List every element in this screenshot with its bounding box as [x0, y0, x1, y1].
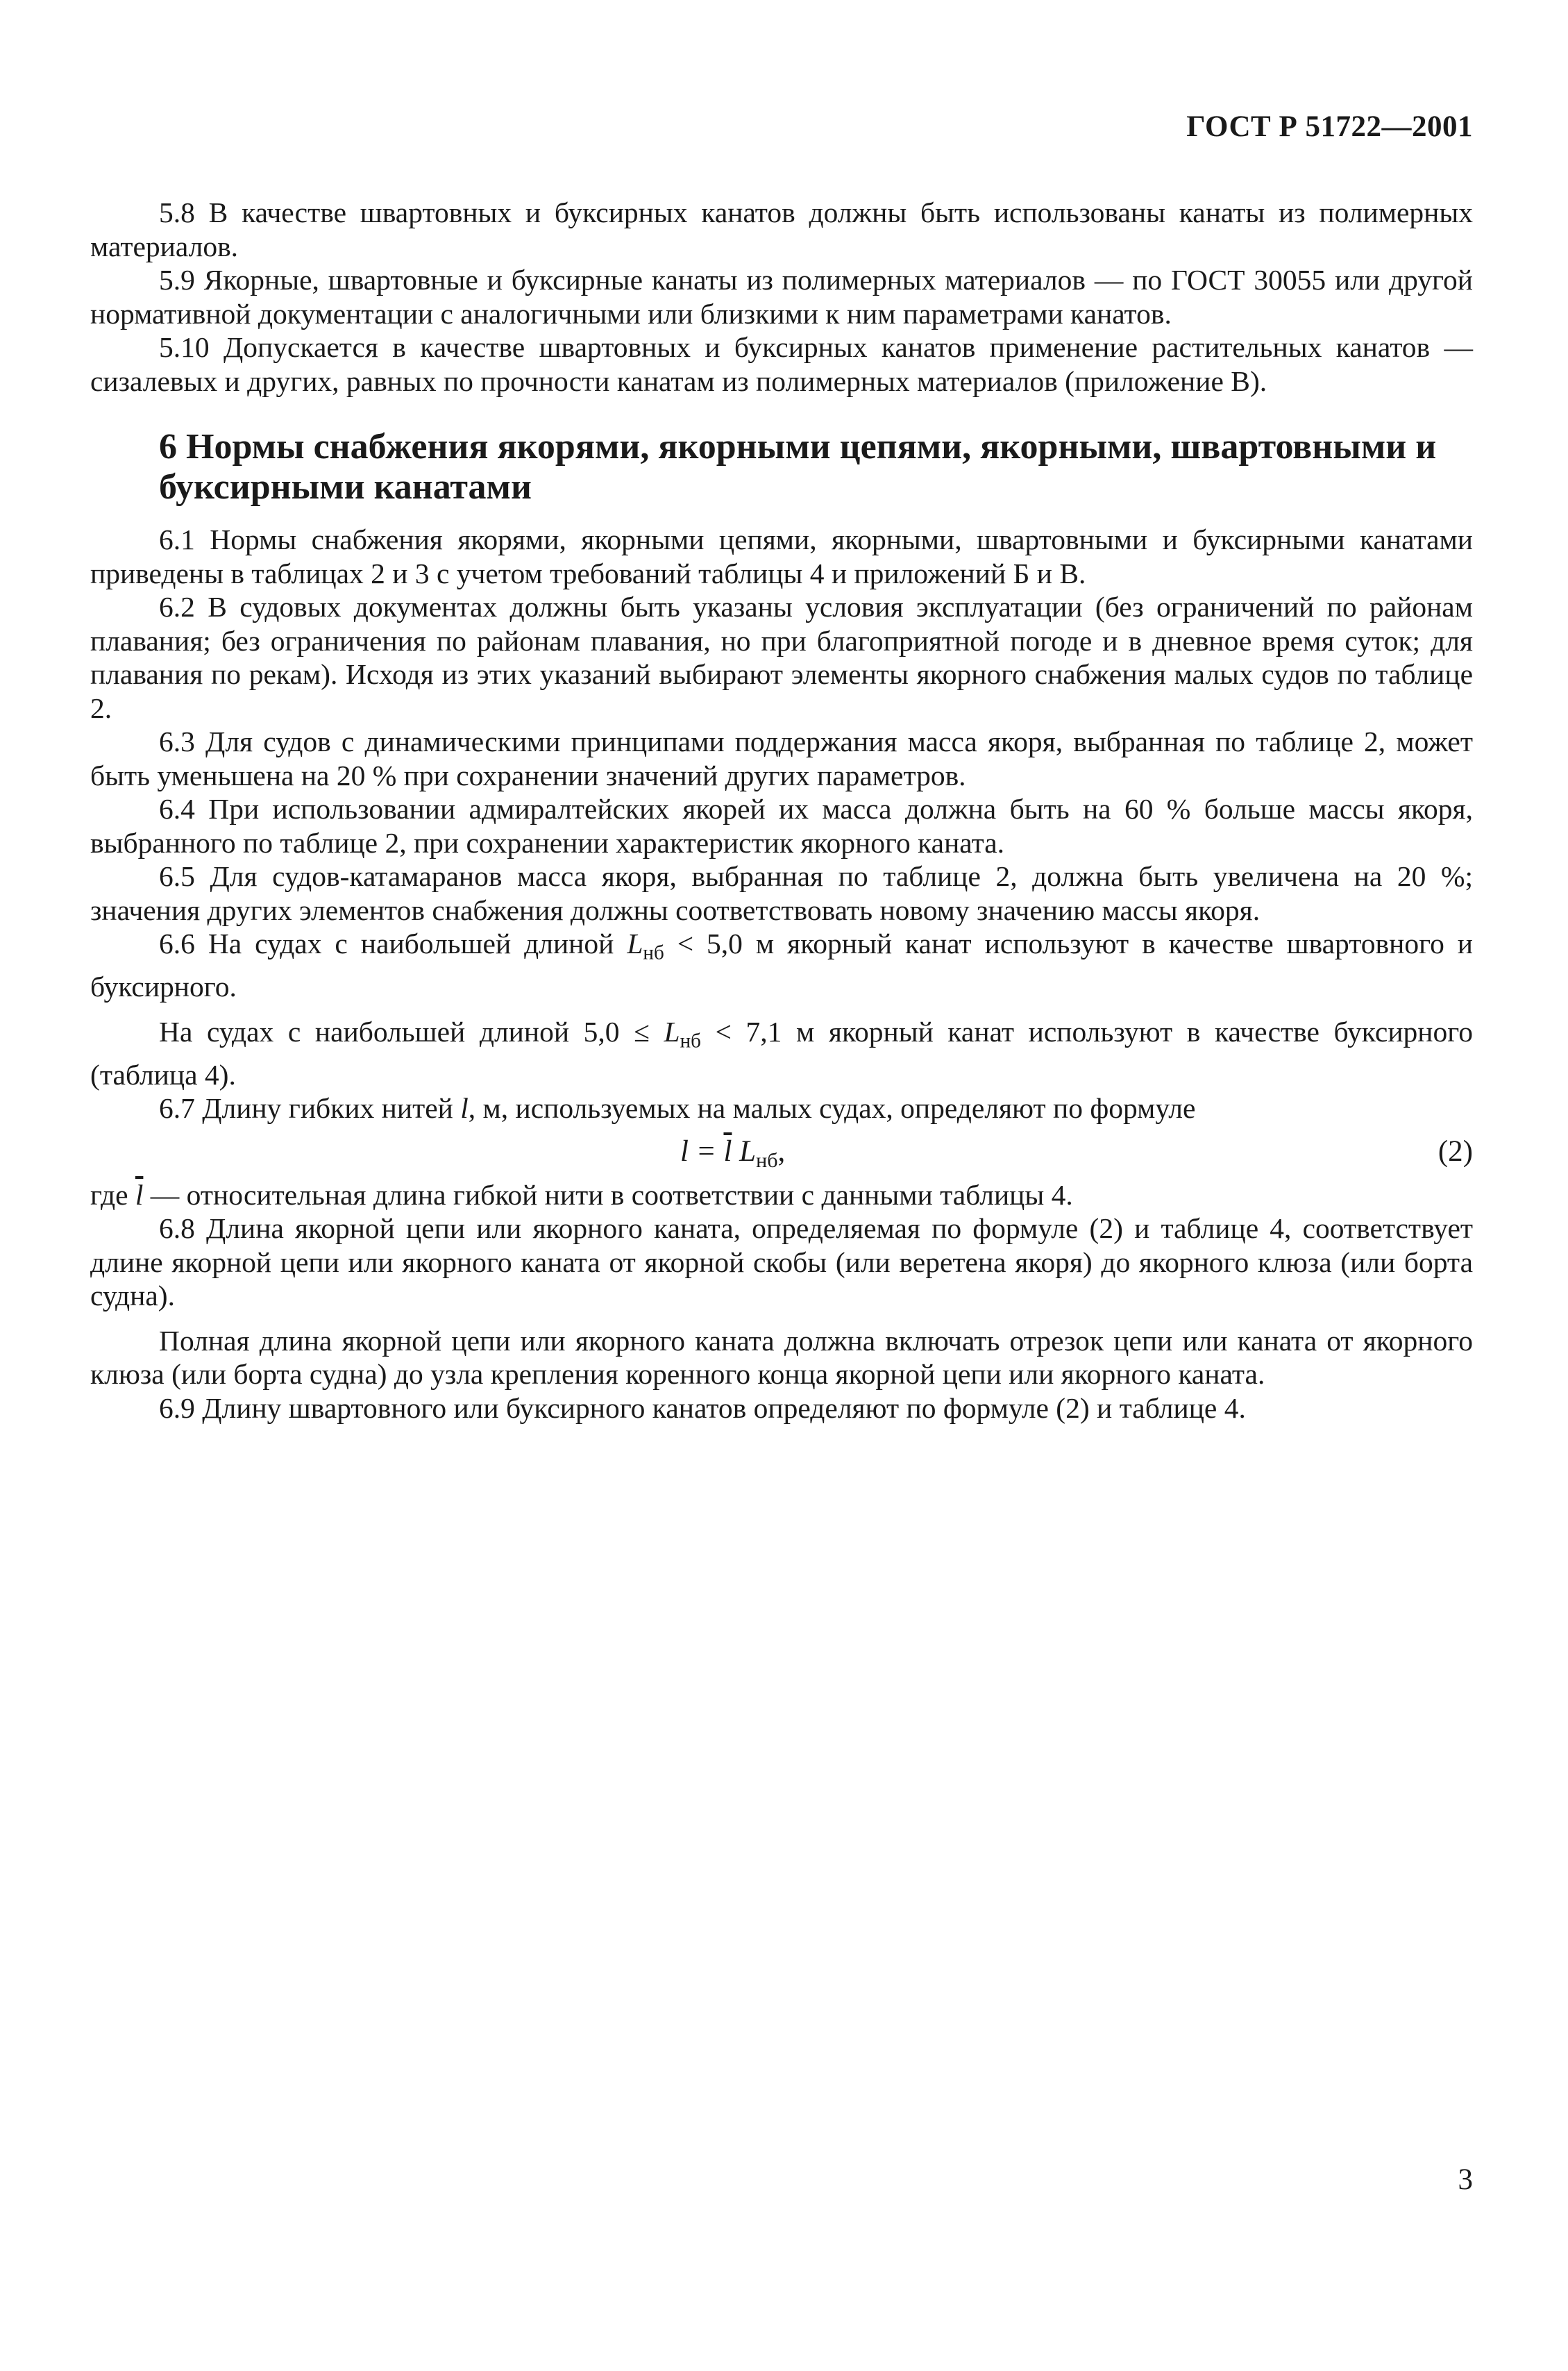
formula-L: L [732, 1134, 757, 1168]
page-number: 3 [1458, 2163, 1473, 2196]
document-code-header: ГОСТ Р 51722—2001 [1186, 110, 1473, 143]
paragraph-6-6-second [90, 1015, 1473, 1092]
paragraph-6-9: 6.9 Длину швартовного или буксирного канатов определяют по формуле (2) и таблице 4. [159, 1391, 1246, 1424]
paragraph-6-4: 6.4 При использовании адмиралтейских якорей их масса должна быть на 60 % больше массы якоря, выбранного по таблице 2, при сохранении характеристик якорного каната. [90, 793, 1473, 859]
paragraph-6-7-end: , м, используемых на малых судах, определяют по формуле [468, 1092, 1196, 1125]
symbol-L: L [627, 928, 643, 960]
formula-relative-length: $\overline{l}$ [723, 1134, 732, 1168]
paragraph-6-6-second-end: < 7,1 м якорный канат используют в качестве буксирного (таблица 4). [90, 1015, 1473, 1091]
section-6-heading: 6 Нормы снабжения якорями, якорными цепями, якорными, швартовными и буксирными канатами [159, 427, 1437, 507]
paragraph-6-6-end: < 5,0 м якорный канат используют в качестве швартовного и буксирного. [90, 928, 1473, 1003]
paragraph-5-10: 5.10 Допускается в качестве швартовных и буксирных канатов применение растительных канатов — сизалевых и других, равных по прочности канатам из полимерных материалов (приложение В). [90, 331, 1473, 397]
paragraph-5-9: 5.9 Якорные, швартовные и буксирные канаты из полимерных материалов — по ГОСТ 30055 или другой нормативной документации с аналогичными или близкими к ним параметрами канатов. [90, 264, 1473, 330]
formula-explanation [90, 1178, 1473, 1212]
paragraph-6-1: 6.1 Нормы снабжения якорями, якорными цепями, якорными, швартовными и буксирными канатами приведены в таблицах 2 и 3 с учетом требований таблицы 4 и приложений Б и В. [90, 523, 1473, 589]
symbol-l-bar: $\overline{l}$ [135, 1178, 144, 1211]
paragraph-6-5: 6.5 Для судов-катамаранов масса якоря, выбранная по таблице 2, должна быть увеличена на 20 %; значения других элементов снабжения должны соответствовать новому значению массы якоря. [90, 860, 1473, 926]
formula-number: (2) [1438, 1134, 1473, 1168]
document-body [90, 196, 1473, 1425]
formula-explanation-start: где [90, 1178, 135, 1211]
formula-lhs: l = [680, 1134, 724, 1168]
symbol-nb: нб [680, 1030, 701, 1053]
symbol-l: l [460, 1092, 469, 1125]
paragraph-6-6 [90, 927, 1473, 1004]
paragraph-6-2: 6.2 В судовых документах должны быть указаны условия эксплуатации (без ограничений по районам плавания; без ограничения по районам плавания, но при благоприятной погоде и в дневное время суток; для плавания по рекам). Исходя из этих указаний выбирают элементы якорного снабжения малых судов по таблице 2. [90, 591, 1473, 724]
paragraph-6-8-second: Полная длина якорной цепи или якорного каната должна включать отрезок цепи или каната от якорного клюза (или борта судна) до узла крепления коренного конца якорной цепи или якорного каната. [90, 1324, 1473, 1391]
paragraph-5-8: 5.8 В качестве швартовных и буксирных канатов должны быть использованы канаты из полимерных материалов. [90, 196, 1473, 262]
formula-comma: , [777, 1134, 786, 1168]
symbol-nb: нб [643, 941, 664, 964]
paragraph-6-6-start: 6.6 На судах с наибольшей длиной [159, 928, 627, 960]
paragraph-6-7 [90, 1091, 1473, 1125]
paragraph-6-8: 6.8 Длина якорной цепи или якорного каната, определяемая по формуле (2) и таблице 4, соответствует длине якорной цепи или якорного каната от якорной скобы (или веретена якоря) до якорного клюза (или борта судна). [90, 1212, 1473, 1312]
symbol-L: L [664, 1015, 680, 1048]
paragraph-6-6-second-start: На судах с наибольшей длиной 5,0 ≤ [159, 1015, 664, 1048]
formula-2 [680, 1135, 785, 1178]
formula-line [90, 1135, 1473, 1175]
paragraph-6-7-start: 6.7 Длину гибких нитей [159, 1092, 461, 1125]
formula-subscript: нб [756, 1148, 778, 1172]
formula-explanation-end: — относительная длина гибкой нити в соответствии с данными таблицы 4. [143, 1178, 1073, 1211]
paragraph-6-3: 6.3 Для судов с динамическими принципами поддержания масса якоря, выбранная по таблице 2, может быть уменьшена на 20 % при сохранении значений других параметров. [90, 726, 1473, 791]
